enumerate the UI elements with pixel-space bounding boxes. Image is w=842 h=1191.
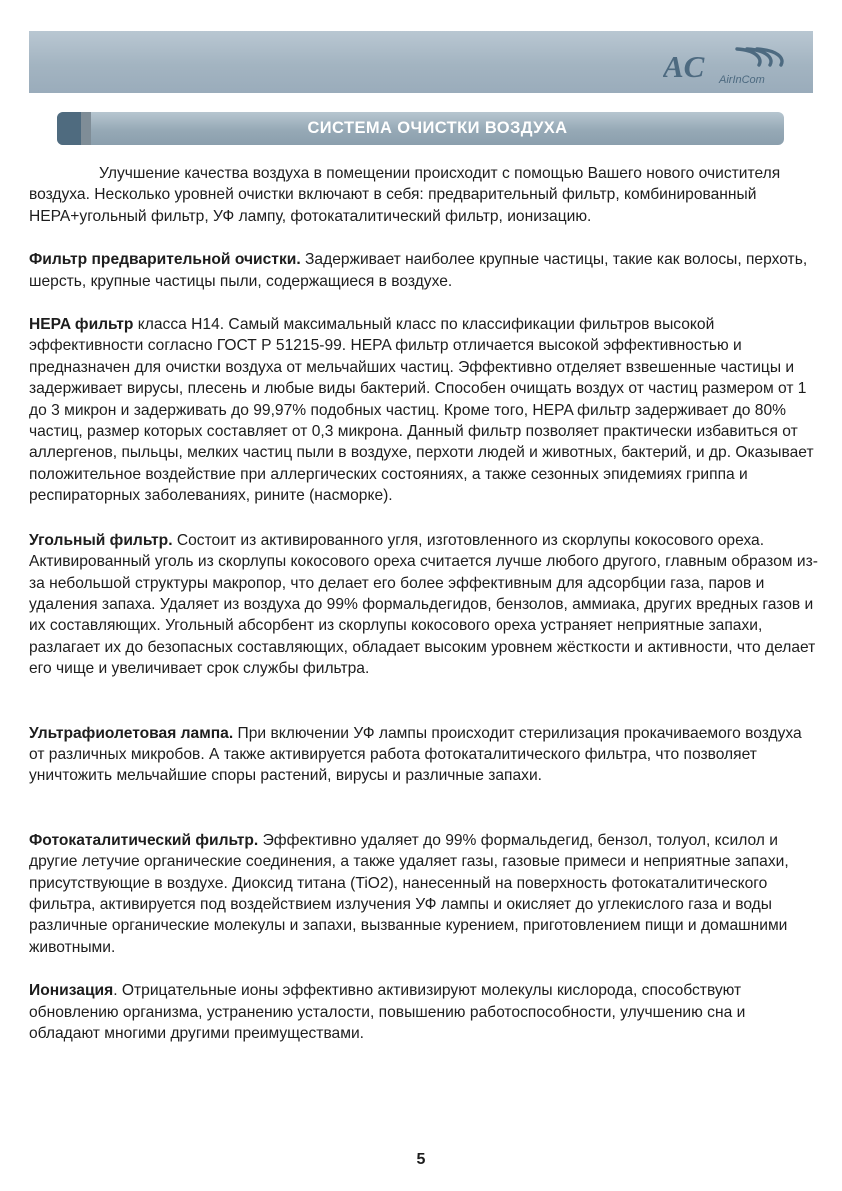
logo-name: AirInCom [719, 74, 765, 86]
ionization-paragraph [29, 980, 819, 1044]
carbon-paragraph [29, 530, 819, 680]
uv-text: При включении УФ лампы происходит стерилизация прокачиваемого воздуха от различных микробов. А также активируется работа фотокаталитического фильтра, что позволяет уничтожить мельчайшие споры растений, вирусы и различные запахи. [29, 724, 802, 785]
page-number: 5 [416, 1151, 426, 1168]
carbon-text: Состоит из активированного угля, изготовленного из скорлупы кокосового ореха. Активированный уголь из скорлупы кокосового ореха считается лучше любого другого, главным образом из-за небольшой структуры макропор, что делает его более эффективным для адсорбции газа, паров и удаления запаха. Удаляет из воздуха до 99% формальдегидов, бензолов, аммиака, других вредных газов и их составляющих. Угольный абсорбент из скорлупы кокосового ореха устраняет неприятные запахи, разлагает их до безопасных составляющих, обладает высоким уровнем жёсткости и активности, что делает его чище и увеличивает срок службы фильтра. [29, 531, 818, 678]
prefilter-text: Задерживает наиболее крупные частицы, такие как волосы, перхоть, шерсть, крупные частицы пыли, содержащиеся в воздухе. [29, 251, 808, 290]
prefilter-heading: Фильтр предварительной очистки. [29, 251, 301, 269]
ionization-heading: Ионизация [29, 982, 114, 1000]
photocatalytic-heading: Фотокаталитический фильтр. [29, 831, 259, 849]
title-accent-mid [81, 112, 91, 145]
hepa-heading: HEPA фильтр [29, 316, 134, 334]
intro-paragraph: Улучшение качества воздуха в помещении происходит с помощью Вашего нового очистителя воздуха. Несколько уровней очистки включают в себя: предварительный фильтр, комбинированный HEPA+угольный фильтр, УФ лампу, фотокаталитический фильтр, ионизацию. [29, 165, 781, 225]
uv-heading: Ультрафиолетовая лампа. [29, 724, 234, 742]
section-title-bar [57, 112, 784, 145]
hepa-paragraph [29, 314, 819, 507]
logo-mark: AC [663, 49, 705, 84]
hepa-text: класса H14. Самый максимальный класс по классификации фильтров высокой эффективности согласно ГОСТ Р 51215-99. HEPA фильтр отличается высокой эффективностью и предназначен для очистки воздуха от мельчайших частиц. Эффективно отделяет взвешенные частицы и задерживает вирусы, плесень и любые виды бактерий. Способен очищать воздух от частиц размером от 1 до 3 микрон и задерживать до 99,97% подобных частиц. Кроме того, HEPA фильтр задерживает до 80% частиц, размер которых составляет от 0,3 микрона. Данный фильтр позволяет практически избавиться от аллергенов, пыльцы, мелких частиц пыли в воздухе, перхоти людей и животных, бактерий, и др. Оказывает положительное воздействие при аллергических состояниях, а также сезонных эпидемиях гриппа и респираторных заболеваниях, рините (насморке). [29, 316, 814, 505]
prefilter-paragraph [29, 249, 819, 292]
uv-paragraph [29, 723, 819, 787]
header-band [29, 31, 813, 93]
carbon-heading: Угольный фильтр. [29, 531, 173, 549]
photocatalytic-paragraph [29, 830, 819, 958]
ionization-text: . Отрицательные ионы эффективно активизируют молекулы кислорода, способствуют обновлению организма, устранению усталости, повышению работоспособности, улучшению сна и обладают многими другими преимуществами. [29, 982, 746, 1042]
document-body [29, 163, 819, 1044]
photocatalytic-text: Эффективно удаляет до 99% формальдегид, бензол, толуол, ксилол и другие летучие органические соединения, а также удаляет газы, газовые примеси и неприятные запахи, присутствующие в воздухе. Диоксид титана (TiO2), нанесенный на поверхность фотокаталитического фильтра, активируется под воздействием излучения УФ лампы и окисляет до углекислого газа и воды различные органические молекулы и запахи, вызванные курением, приготовлением пищи и домашними животными. [29, 831, 789, 956]
section-title: СИСТЕМА ОЧИСТКИ ВОЗДУХА [307, 119, 568, 137]
airincom-logo [663, 43, 791, 87]
title-accent-dark [57, 112, 81, 145]
